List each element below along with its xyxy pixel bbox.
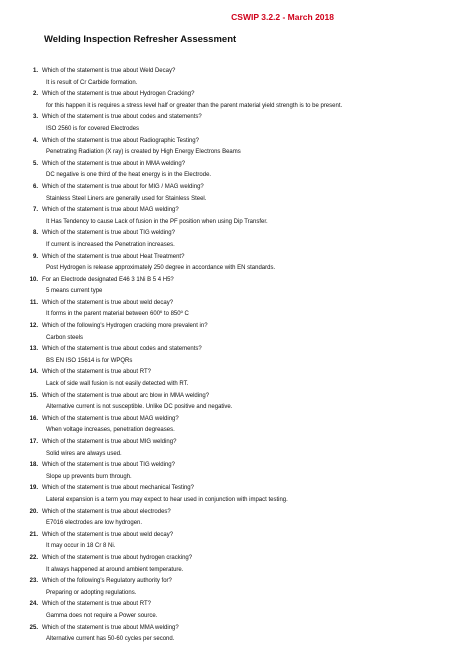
answer-text: Carbon steels bbox=[46, 334, 84, 341]
question-row bbox=[0, 112, 474, 124]
question-text: Which of the statement is true about weld decay? bbox=[42, 299, 174, 306]
document-title: Welding Inspection Refresher Assessment bbox=[44, 34, 237, 45]
answer-text: Slope up prevents burn through. bbox=[46, 473, 132, 480]
answer-text: Alternative current is not susceptible. Unlike DC positive and negative. bbox=[46, 404, 233, 411]
question-number: 15. bbox=[29, 392, 38, 399]
question-number: 7. bbox=[32, 207, 38, 214]
question-number: 14. bbox=[29, 369, 38, 376]
question-text: Which of the statement is true about mechanical Testing? bbox=[42, 485, 194, 492]
answer-text: It always happened at around ambient temperature. bbox=[46, 566, 184, 573]
question-text: Which of the statement is true about weld decay? bbox=[42, 531, 174, 538]
question-text: Which of the statement is true about RT? bbox=[42, 601, 151, 608]
question-text: Which of the statement is true about TIG welding? bbox=[42, 230, 175, 237]
question-text: Which of the statement is true about arc blow in MMA welding? bbox=[42, 392, 210, 399]
question-text: Which of the statement is true about Radiographic Testing? bbox=[42, 137, 199, 144]
question-row bbox=[0, 391, 474, 403]
question-number: 3. bbox=[32, 114, 38, 121]
question-row bbox=[0, 182, 474, 194]
question-number: 18. bbox=[29, 462, 38, 469]
question-text: Which of the statement is true about MAG welding? bbox=[42, 207, 179, 214]
question-row bbox=[0, 437, 474, 449]
question-row bbox=[0, 298, 474, 310]
question-text: Which of the statement is true about RT? bbox=[42, 369, 151, 376]
answer-text: It forms in the parent material between 600º to 850º C bbox=[46, 311, 189, 318]
question-text: Which of the statement is true about for MIG / MAG welding? bbox=[42, 183, 204, 190]
question-row bbox=[0, 414, 474, 426]
answer-text: BS EN ISO 15614 is for WPQRs bbox=[46, 357, 133, 364]
question-number: 1. bbox=[32, 68, 38, 74]
question-row bbox=[0, 623, 474, 635]
question-row bbox=[0, 159, 474, 171]
question-text: Which of the statement is true about MIG welding? bbox=[42, 439, 177, 445]
answer-text: It may occur in 18 Cr 8 Ni. bbox=[46, 543, 116, 550]
question-text: Which of the statement is true about in MMA welding? bbox=[42, 160, 186, 167]
question-number: 16. bbox=[29, 415, 38, 422]
question-text: Which of the statement is true about TIG welding? bbox=[42, 462, 175, 469]
answer-text: DC negative is one third of the heat energy is in the Electrode. bbox=[46, 172, 212, 179]
answer-text: Alternative current has 50-60 cycles per second. bbox=[46, 636, 175, 643]
question-text: Which of the statement is true about hydrogen cracking? bbox=[42, 554, 193, 561]
question-row bbox=[0, 367, 474, 379]
question-row bbox=[0, 507, 474, 519]
answer-text: It Has Tendency to cause Lack of fusion in the PF position when using Dip Transfer. bbox=[46, 218, 268, 225]
question-row bbox=[0, 205, 474, 217]
question-text: Which of the statement is true about codes and statements? bbox=[42, 346, 202, 353]
question-row bbox=[0, 136, 474, 148]
question-text: Which of the following's Hydrogen cracking more prevalent in? bbox=[42, 323, 208, 330]
answer-text: If current is increased the Penetration increases. bbox=[46, 241, 175, 248]
question-number: 25. bbox=[29, 624, 38, 631]
answer-text: E7016 electrodes are low hydrogen. bbox=[46, 520, 143, 527]
answer-text: Gamma does not require a Power source. bbox=[46, 612, 158, 619]
question-row bbox=[0, 460, 474, 472]
answer-text: It is result of Cr Carbide formation. bbox=[46, 79, 138, 86]
answer-text: ISO 2560 is for covered Electrodes bbox=[46, 125, 140, 132]
question-text: For an Electrode designated E46 3 1Ni B 5 4 H5? bbox=[42, 276, 174, 283]
question-number: 12. bbox=[29, 323, 38, 330]
question-number: 6. bbox=[32, 183, 38, 190]
question-row bbox=[0, 344, 474, 356]
question-number: 5. bbox=[32, 160, 38, 167]
question-row bbox=[0, 66, 474, 78]
question-row bbox=[0, 89, 474, 101]
question-row bbox=[0, 483, 474, 495]
answer-text: When voltage increases, penetration degreases. bbox=[46, 427, 175, 434]
question-number: 2. bbox=[32, 91, 38, 98]
question-text: Which of the statement is true about Heat Treatment? bbox=[42, 253, 185, 260]
question-row bbox=[0, 576, 474, 588]
question-number: 8. bbox=[32, 230, 38, 237]
answer-text: Post Hydrogen is release approximately 250 degree in accordance with EN standards. bbox=[46, 265, 276, 272]
question-number: 17. bbox=[29, 439, 38, 445]
question-row bbox=[0, 553, 474, 565]
answer-text: Lack of side wall fusion is not easily detected with RT. bbox=[46, 381, 189, 388]
question-row bbox=[0, 530, 474, 542]
question-row bbox=[0, 252, 474, 264]
question-text: Which of the statement is true about Weld Decay? bbox=[42, 68, 176, 74]
question-text: Which of the statement is true about MMA welding? bbox=[42, 624, 179, 631]
question-number: 22. bbox=[29, 554, 38, 561]
answer-text: 5 means current type bbox=[46, 288, 103, 295]
question-row bbox=[0, 228, 474, 240]
answer-text: Stainless Steel Liners are generally used for Stainless Steel. bbox=[46, 195, 207, 202]
question-text: Which of the statement is true about Hydrogen Cracking? bbox=[42, 91, 195, 98]
question-number: 21. bbox=[29, 531, 38, 538]
answer-text: Penetrating Radiation (X ray) is created by High Energy Electrons Beams bbox=[46, 149, 241, 156]
question-number: 4. bbox=[32, 137, 38, 144]
question-row bbox=[0, 321, 474, 333]
answer-text: Solid wires are always used. bbox=[46, 450, 122, 457]
answer-text: for this happen it is requires a stress level half or greater than the parent material yield strength is to be present. bbox=[46, 102, 343, 109]
document-header: CSWIP 3.2.2 - March 2018 bbox=[231, 12, 334, 22]
question-number: 20. bbox=[29, 508, 38, 515]
question-number: 13. bbox=[29, 346, 38, 353]
question-number: 24. bbox=[29, 601, 38, 608]
question-number: 10. bbox=[29, 276, 38, 283]
question-number: 23. bbox=[29, 578, 38, 585]
question-text: Which of the statement is true about MAG welding? bbox=[42, 415, 179, 422]
answer-text: Preparing or adopting regulations. bbox=[46, 589, 137, 596]
question-row bbox=[0, 275, 474, 287]
question-list bbox=[0, 66, 474, 646]
answer-text: Lateral expansion is a term you may expect to hear used in conjunction with impact testing. bbox=[46, 496, 288, 503]
question-text: Which of the following's Regulatory authority for? bbox=[42, 578, 172, 585]
question-text: Which of the statement is true about electrodes? bbox=[42, 508, 171, 515]
question-row bbox=[0, 599, 474, 611]
question-number: 11. bbox=[29, 299, 38, 306]
question-text: Which of the statement is true about codes and statements? bbox=[42, 114, 202, 121]
question-number: 19. bbox=[29, 485, 38, 492]
question-number: 9. bbox=[32, 253, 38, 260]
